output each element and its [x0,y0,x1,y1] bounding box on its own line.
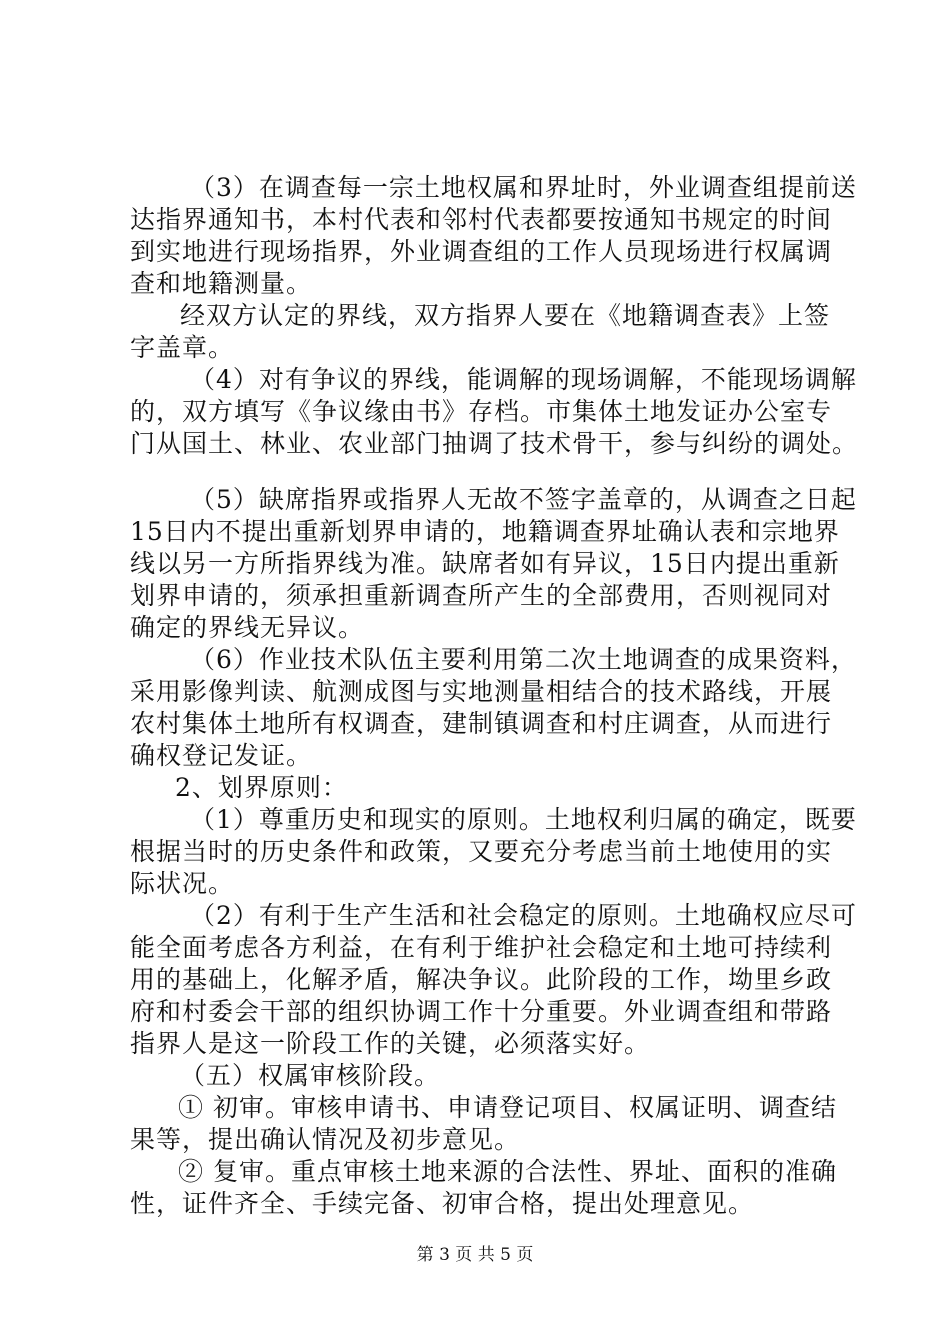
paragraph-boundary-line-2: 字盖章。 [130,333,235,362]
section-heading-boundary-principles: 2、划界原则： [175,773,348,802]
first-review-line-1: ① 初审。审核申请书、申请登记项目、权属证明、调查结 [178,1093,837,1122]
paragraph-3-line-3: 到实地进行现场指界，外业调查组的工作人员现场进行权属调 [130,237,833,266]
paragraph-boundary-line-1: 经双方认定的界线，双方指界人要在《地籍调查表》上签 [180,301,831,330]
paragraph-5-line-1: （5）缺席指界或指界人无故不签字盖章的，从调查之日起 [190,485,857,514]
paragraph-5-line-5: 确定的界线无异议。 [130,613,365,642]
paragraph-6-line-4: 确权登记发证。 [130,741,313,770]
paragraph-4-line-1: （4）对有争议的界线，能调解的现场调解，不能现场调解 [190,365,857,394]
section-heading-ownership-review: （五）权属审核阶段。 [180,1061,441,1090]
paragraph-6-line-3: 农村集体土地所有权调查，建制镇调查和村庄调查，从而进行 [130,709,833,738]
paragraph-5-line-3: 线以另一方所指界线为准。缺席者如有异议，15日内提出重新 [130,549,840,578]
principle-1-line-1: （1）尊重历史和现实的原则。土地权利归属的确定，既要 [190,805,857,834]
principle-1-line-3: 际状况。 [130,869,235,898]
first-review-line-2: 果等，提出确认情况及初步意见。 [130,1125,521,1154]
principle-2-line-1: （2）有利于生产生活和社会稳定的原则。土地确权应尽可 [190,901,857,930]
second-review-line-1: ② 复审。重点审核土地来源的合法性、界址、面积的准确 [178,1157,837,1186]
principle-2-line-2: 能全面考虑各方利益，在有利于维护社会稳定和土地可持续利 [130,933,833,962]
paragraph-3-line-1: （3）在调查每一宗土地权属和界址时，外业调查组提前送 [190,173,857,202]
paragraph-6-line-1: （6）作业技术队伍主要利用第二次土地调查的成果资料， [190,645,857,674]
principle-2-line-5: 指界人是这一阶段工作的关键，必须落实好。 [130,1029,651,1058]
principle-2-line-4: 府和村委会干部的组织协调工作十分重要。外业调查组和带路 [130,997,833,1026]
principle-2-line-3: 用的基础上，化解矛盾，解决争议。此阶段的工作，坳里乡政 [130,965,833,994]
second-review-line-2: 性，证件齐全、手续完备、初审合格，提出处理意见。 [130,1189,755,1218]
paragraph-5-line-2: 15日内不提出重新划界申请的，地籍调查界址确认表和宗地界 [130,517,840,546]
paragraph-4-line-2: 的，双方填写《争议缘由书》存档。市集体土地发证办公室专 [130,397,833,426]
principle-1-line-2: 根据当时的历史条件和政策，又要充分考虑当前土地使用的实 [130,837,833,866]
paragraph-3-line-2: 达指界通知书，本村代表和邻村代表都要按通知书规定的时间 [130,205,833,234]
paragraph-3-line-4: 查和地籍测量。 [130,269,313,298]
paragraph-4-line-3: 门从国土、林业、农业部门抽调了技术骨干，参与纠纷的调处。 [130,429,859,458]
paragraph-6-line-2: 采用影像判读、航测成图与实地测量相结合的技术路线，开展 [130,677,833,706]
page-number-footer: 第 3 页 共 5 页 [416,1245,534,1265]
paragraph-5-line-4: 划界申请的，须承担重新调查所产生的全部费用，否则视同对 [130,581,833,610]
